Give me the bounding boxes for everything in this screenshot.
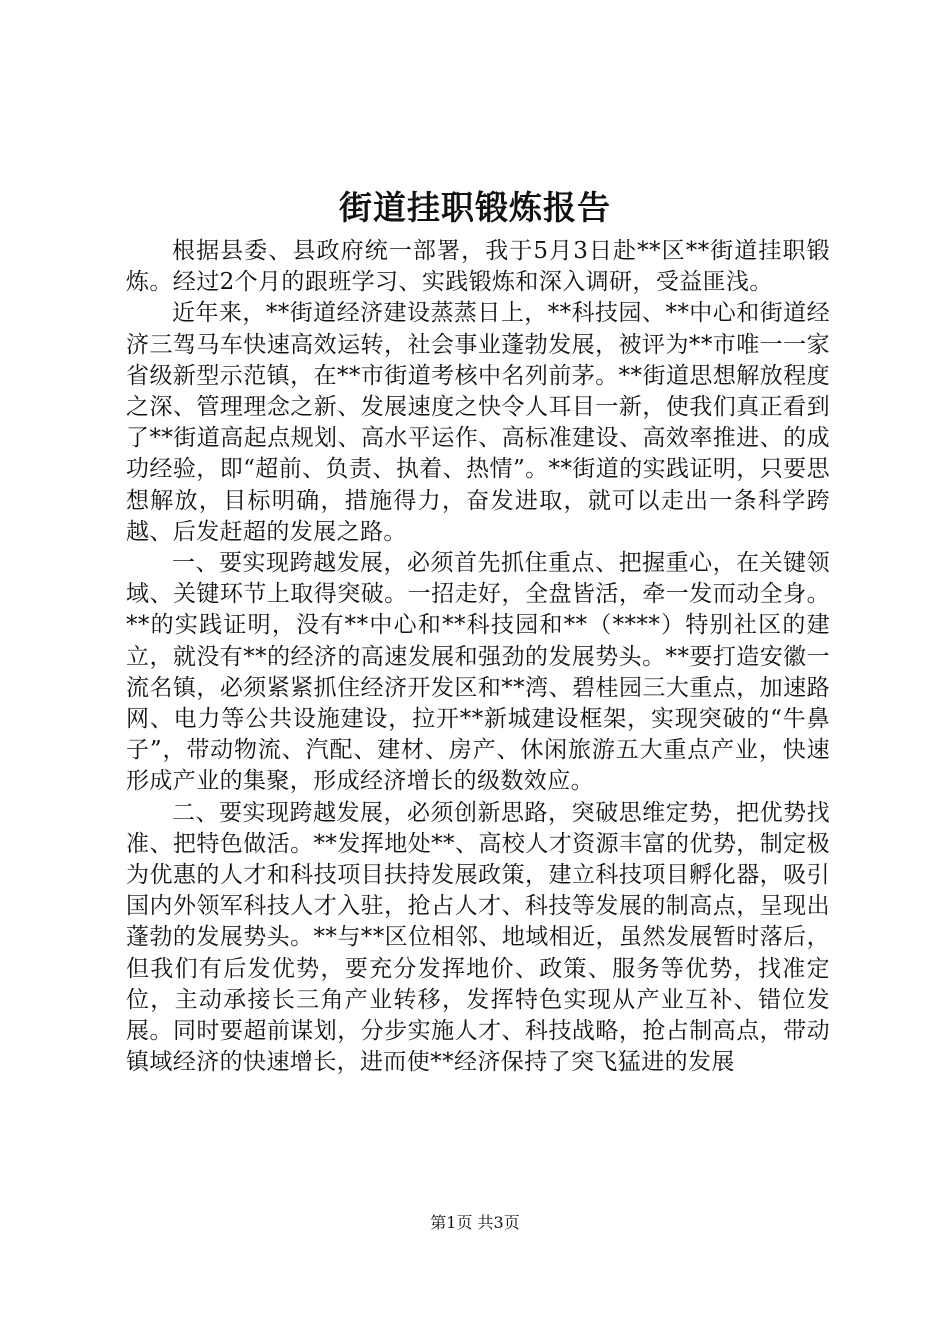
paragraph-intro: 根据县委、县政府统一部署，我于5月3日赴**区**街道挂职锻炼。经过2个月的跟班学习、实践锻炼和深入调研，受益匪浅。: [126, 238, 830, 296]
document-body: [126, 236, 830, 1078]
paragraph-point-two: 二、要实现跨越发展，必须创新思路，突破思维定势，把优势找准、把特色做活。**发挥地处**、高校人才资源丰富的优势，制定极为优惠的人才和科技项目扶持发展政策，建立科技项目孵化器，吸引国内外领军科技人才入驻，抢占人才、科技等发展的制高点，呈现出蓬勃的发展势头。**与**区位相邻、地域相近，虽然发展暂时落后，但我们有后发优势，要充分发挥地价、政策、服务等优势，找准定位，主动承接长三角产业转移，发挥特色实现从产业互补、错位发展。同时要超前谋划，分步实施人才、科技战略，抢占制高点，带动镇域经济的快速增长，进而使**经济保持了突飞猛进的发展: [126, 799, 830, 1076]
paragraph-point-one: 一、要实现跨越发展，必须首先抓住重点、把握重心，在关键领域、关键环节上取得突破。一招走好，全盘皆活，牵一发而动全身。**的实践证明，没有**中心和**科技园和**（****）特别社区的建立，就没有**的经济的高速发展和强劲的发展势头。**要打造安徽一流名镇，必须紧紧抓住经济开发区和**湾、碧桂园三大重点，加速路网、电力等公共设施建设，拉开**新城建设框架，实现突破的“牛鼻子”，带动物流、汽配、建材、房产、休闲旅游五大重点产业，快速形成产业的集聚，形成经济增长的级数效应。: [126, 550, 830, 795]
document-title: 街道挂职锻炼报告: [339, 188, 611, 227]
page-number-footer: 第1页 共3页: [430, 1213, 520, 1232]
paragraph-overview: 近年来，**街道经济建设蒸蒸日上，**科技园、**中心和街道经济三驾马车快速高效运转，社会事业蓬勃发展，被评为**市唯一一家省级新型示范镇，在**市街道考核中名列前茅。**街道思想解放程度之深、管理理念之新、发展速度之快令人耳目一新，使我们真正看到了**街道高起点规划、高水平运作、高标准建设、高效率推进、的成功经验，即“超前、负责、执着、热情”。**街道的实践证明，只要思想解放，目标明确，措施得力，奋发进取，就可以走出一条科学跨越、后发赶超的发展之路。: [126, 300, 830, 545]
